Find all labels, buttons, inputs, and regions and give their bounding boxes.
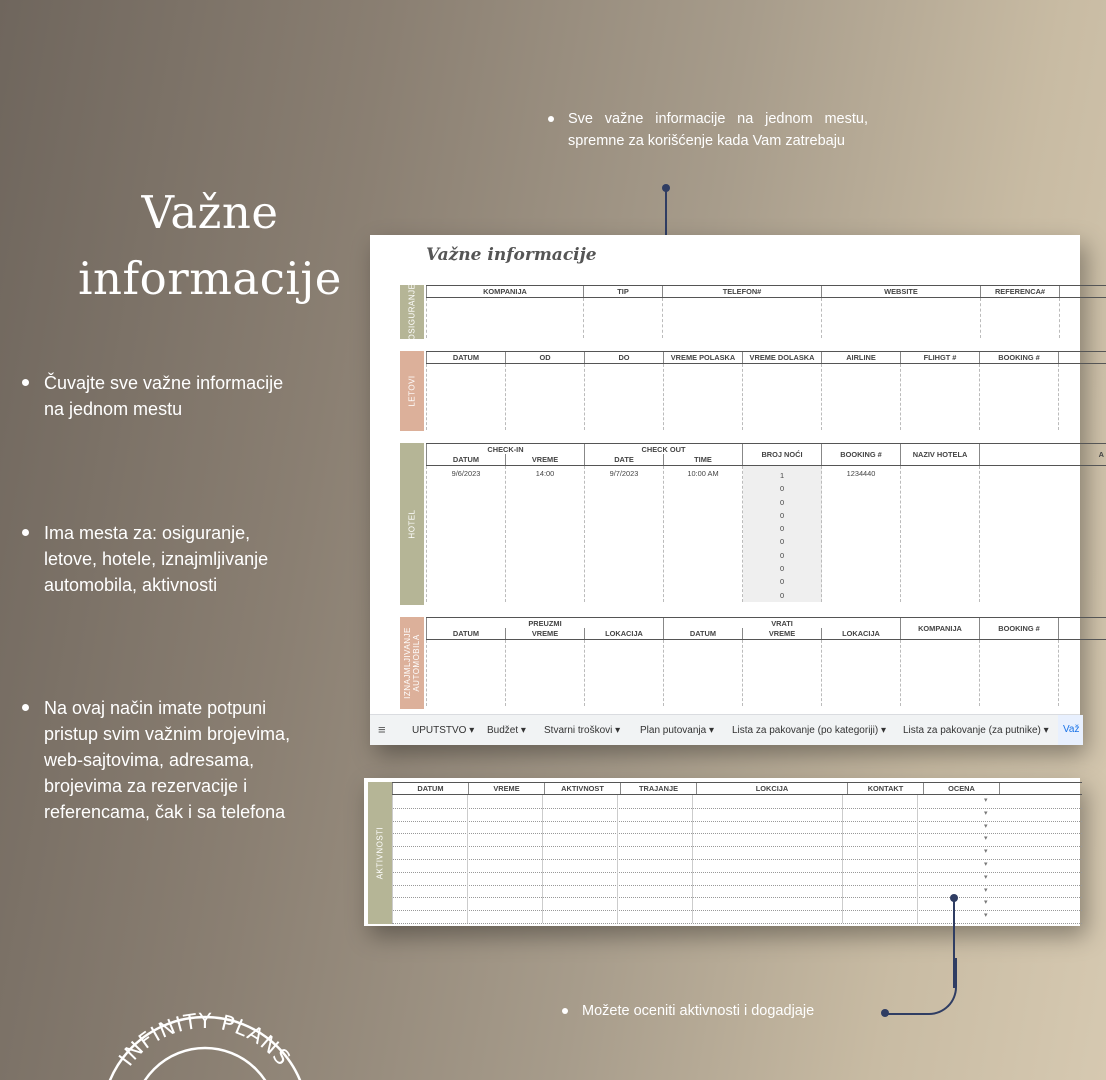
logo-text: INFINITY PLANS bbox=[114, 1010, 296, 1071]
activity-cell[interactable] bbox=[692, 795, 843, 808]
booking-cell[interactable]: 1234440 bbox=[822, 466, 901, 602]
tab-plan-putovanja[interactable]: Plan putovanja ▾ bbox=[640, 725, 714, 736]
activity-cell[interactable] bbox=[542, 808, 618, 821]
activity-cell[interactable] bbox=[692, 910, 843, 923]
activity-cell[interactable] bbox=[842, 833, 918, 846]
activity-cell[interactable] bbox=[842, 859, 918, 872]
connector-line-bottom-curve bbox=[885, 958, 957, 1015]
nights-cell[interactable]: 1 0 0 0 0 0 0 0 0 0 bbox=[743, 466, 822, 602]
activity-cell[interactable] bbox=[842, 885, 918, 898]
section-label-aktivnosti: AKTIVNOSTI bbox=[368, 782, 392, 924]
activity-cell[interactable] bbox=[392, 821, 468, 834]
activity-cell[interactable] bbox=[917, 833, 993, 846]
col-header: FLIHGT # bbox=[901, 352, 980, 364]
col-header: DATUM bbox=[427, 454, 506, 466]
col-header: VREME bbox=[469, 783, 545, 795]
col-header: DATUM bbox=[664, 628, 743, 640]
rating-dropdown-icon[interactable]: ▾ bbox=[984, 797, 988, 804]
connector-dot-icon bbox=[950, 894, 958, 902]
tab-stvarni-troskovi[interactable]: Stvarni troškovi ▾ bbox=[544, 725, 621, 736]
activity-cell[interactable] bbox=[842, 808, 918, 821]
col-header: VREME bbox=[506, 628, 585, 640]
col-header: KOMPANIJA bbox=[427, 286, 584, 298]
activity-cell[interactable] bbox=[467, 872, 543, 885]
activity-row[interactable] bbox=[392, 910, 1082, 924]
checkout-date-cell[interactable]: 9/7/2023 bbox=[585, 466, 664, 602]
checkout-time-cell[interactable]: 10:00 AM bbox=[664, 466, 743, 602]
activity-cell[interactable] bbox=[392, 885, 468, 898]
aktivnosti-rows[interactable] bbox=[392, 795, 1082, 925]
activity-cell[interactable] bbox=[617, 859, 693, 872]
col-header: TIP bbox=[584, 286, 663, 298]
col-header: VREME bbox=[506, 454, 585, 466]
section-label-letovi: LETOVI bbox=[400, 351, 424, 431]
col-header: DATUM bbox=[393, 783, 469, 795]
activity-cell[interactable] bbox=[617, 910, 693, 923]
tab-lista-za-putnike[interactable]: Lista za pakovanje (za putnike) ▾ bbox=[903, 725, 1049, 736]
activity-cell[interactable] bbox=[392, 833, 468, 846]
aktivnosti-table bbox=[392, 782, 1082, 795]
bullet-dot-icon bbox=[22, 529, 29, 536]
activity-cell[interactable] bbox=[842, 897, 918, 910]
activity-cell[interactable] bbox=[542, 846, 618, 859]
sheet-tab-bar bbox=[370, 714, 1080, 745]
activity-cell[interactable] bbox=[392, 897, 468, 910]
activity-cell[interactable] bbox=[917, 859, 993, 872]
col-header: TIME bbox=[664, 454, 743, 466]
letovi-table bbox=[426, 351, 1106, 430]
col-header: DATUM bbox=[427, 352, 506, 364]
svg-text:INFINITY PLANS bbox=[114, 1010, 295, 1070]
rating-dropdown-icon[interactable]: ▾ bbox=[984, 912, 988, 920]
group-header-checkin: CHECK-IN bbox=[427, 444, 585, 455]
section-label-hotel: HOTEL bbox=[400, 443, 424, 605]
activity-cell[interactable] bbox=[392, 859, 468, 872]
bullet-dot-icon bbox=[22, 704, 29, 711]
group-header-preuzmi: PREUZMI bbox=[427, 618, 664, 629]
rating-dropdown-icon[interactable]: ▾ bbox=[984, 809, 988, 817]
connector-dot-icon bbox=[881, 1009, 889, 1017]
tab-budzet[interactable]: Budžet ▾ bbox=[487, 725, 526, 736]
activity-cell[interactable] bbox=[617, 808, 693, 821]
bullet-1 bbox=[22, 370, 292, 422]
rating-dropdown-icon[interactable]: ▾ bbox=[984, 873, 988, 881]
activity-cell[interactable] bbox=[392, 808, 468, 821]
group-header-vrati: VRATI bbox=[664, 618, 901, 629]
activity-cell[interactable] bbox=[542, 885, 618, 898]
col-header: TRAJANJE bbox=[621, 783, 697, 795]
activity-row[interactable] bbox=[392, 885, 1082, 899]
bullet-dot-icon bbox=[22, 379, 29, 386]
sheet-title: Važne informacije bbox=[426, 245, 597, 265]
checkin-date-cell[interactable]: 9/6/2023 bbox=[427, 466, 506, 602]
activity-row[interactable] bbox=[392, 808, 1082, 822]
activity-cell[interactable] bbox=[467, 910, 543, 923]
col-header: OCENA bbox=[924, 783, 1000, 795]
col-header: TELEFON# bbox=[663, 286, 822, 298]
col-header: NAZIV HOTELA bbox=[901, 444, 980, 466]
callout-dot-icon bbox=[548, 116, 554, 122]
activity-cell[interactable] bbox=[542, 833, 618, 846]
page-heading bbox=[60, 180, 360, 312]
activity-cell[interactable] bbox=[617, 897, 693, 910]
bullet-3-text: Na ovaj način imate potpuni pristup svim važnim brojevima, web-sajtovima, adresama, brojevima za rezervacije i referencama, čak i sa telefona bbox=[44, 698, 291, 822]
activity-cell[interactable] bbox=[467, 897, 543, 910]
rating-dropdown-icon[interactable]: ▾ bbox=[984, 848, 988, 856]
activity-cell[interactable] bbox=[542, 821, 618, 834]
rating-dropdown-icon[interactable]: ▾ bbox=[984, 822, 988, 830]
activity-cell[interactable] bbox=[917, 808, 993, 821]
activity-row[interactable] bbox=[392, 821, 1082, 835]
rating-dropdown-icon[interactable]: ▾ bbox=[984, 835, 988, 843]
col-header: AIRLINE bbox=[822, 352, 901, 364]
activity-cell[interactable] bbox=[692, 872, 843, 885]
activity-cell[interactable] bbox=[917, 846, 993, 859]
activity-cell[interactable] bbox=[467, 795, 543, 808]
group-header-checkout: CHECK OUT bbox=[585, 444, 743, 455]
activity-cell[interactable] bbox=[392, 795, 468, 808]
activity-cell[interactable] bbox=[617, 821, 693, 834]
activity-cell[interactable] bbox=[917, 795, 993, 808]
activity-row[interactable] bbox=[392, 872, 1082, 886]
osiguranje-table bbox=[426, 285, 1106, 338]
section-hotel bbox=[400, 443, 1104, 605]
activity-row[interactable] bbox=[392, 859, 1082, 873]
activity-cell[interactable] bbox=[692, 808, 843, 821]
activity-cell[interactable] bbox=[917, 872, 993, 885]
logo-infinity-plans bbox=[95, 1010, 315, 1080]
callout-bottom-text: Možete oceniti aktivnosti i dogadjaje bbox=[582, 1003, 815, 1019]
callout-top-text: Sve važne informacije na jednom mestu, spremne za korišćenje kada Vam zatrebaju bbox=[568, 111, 868, 149]
col-header: KONTAKT bbox=[848, 783, 924, 795]
col-header: AKTIVNOST bbox=[545, 783, 621, 795]
activity-cell[interactable] bbox=[617, 846, 693, 859]
activity-cell[interactable] bbox=[692, 833, 843, 846]
tab-lista-po-kategoriji[interactable]: Lista za pakovanje (po kategoriji) ▾ bbox=[732, 725, 887, 736]
col-header: LOKACIJA bbox=[585, 628, 664, 640]
col-header: BOOKING # bbox=[980, 618, 1059, 640]
col-header: LOKCIJA bbox=[697, 783, 848, 795]
activity-cell[interactable] bbox=[392, 910, 468, 923]
checkin-time-cell[interactable]: 14:00 bbox=[506, 466, 585, 602]
activity-cell[interactable] bbox=[842, 821, 918, 834]
section-letovi bbox=[400, 351, 1090, 431]
activity-cell[interactable] bbox=[467, 859, 543, 872]
activity-cell[interactable] bbox=[542, 872, 618, 885]
col-header: DATUM bbox=[427, 628, 506, 640]
activity-cell[interactable] bbox=[392, 846, 468, 859]
activity-cell[interactable] bbox=[692, 821, 843, 834]
col-header: DO bbox=[585, 352, 664, 364]
connector-dot-icon bbox=[662, 184, 670, 192]
hotel-table bbox=[426, 443, 1106, 602]
col-header: REFERENCA# bbox=[981, 286, 1060, 298]
activity-cell[interactable] bbox=[692, 885, 843, 898]
activity-cell[interactable] bbox=[467, 846, 543, 859]
callout-bottom bbox=[562, 1000, 882, 1022]
col-header: OD bbox=[506, 352, 585, 364]
bullet-2-text: Ima mesta za: osiguranje, letove, hotele, iznajmljivanje automobila, aktivnosti bbox=[44, 523, 269, 595]
tab-vazne-informacije[interactable]: Važ bbox=[1058, 715, 1083, 745]
activity-cell[interactable] bbox=[467, 833, 543, 846]
col-header: A bbox=[980, 444, 1106, 466]
activity-cell[interactable] bbox=[842, 846, 918, 859]
heading-line-2: informacije bbox=[78, 252, 342, 305]
bullet-3 bbox=[22, 695, 292, 825]
section-auto bbox=[400, 617, 1090, 709]
activity-row[interactable] bbox=[392, 897, 1082, 911]
hamburger-icon[interactable]: ≡ bbox=[378, 722, 386, 737]
activity-cell[interactable] bbox=[842, 910, 918, 923]
spreadsheet-aktivnosti bbox=[364, 778, 1080, 926]
rating-dropdown-icon[interactable]: ▾ bbox=[984, 886, 988, 894]
activity-cell[interactable] bbox=[617, 795, 693, 808]
activity-row[interactable] bbox=[392, 795, 1082, 809]
spreadsheet-main bbox=[370, 235, 1104, 745]
activity-cell[interactable] bbox=[692, 846, 843, 859]
col-header: LOKACIJA bbox=[822, 628, 901, 640]
activity-row[interactable] bbox=[392, 833, 1082, 847]
activity-cell[interactable] bbox=[467, 808, 543, 821]
col-header: VREME POLASKA bbox=[664, 352, 743, 364]
col-header: BOOKING # bbox=[822, 444, 901, 466]
section-osiguranje bbox=[400, 285, 1090, 339]
activity-cell[interactable] bbox=[542, 910, 618, 923]
activity-cell[interactable] bbox=[542, 897, 618, 910]
col-header: KOMPANIJA bbox=[901, 618, 980, 640]
callout-dot-icon bbox=[562, 1008, 568, 1014]
activity-cell[interactable] bbox=[842, 872, 918, 885]
col-header: WEBSITE bbox=[822, 286, 981, 298]
activity-cell[interactable] bbox=[617, 833, 693, 846]
col-header: VREME bbox=[743, 628, 822, 640]
section-label-auto: IZNAJMLJIVANJE AUTOMOBILA bbox=[400, 617, 424, 709]
activity-cell[interactable] bbox=[617, 885, 693, 898]
activity-cell[interactable] bbox=[617, 872, 693, 885]
rating-dropdown-icon[interactable]: ▾ bbox=[984, 861, 988, 868]
activity-cell[interactable] bbox=[692, 859, 843, 872]
col-header: VREME DOLASKA bbox=[743, 352, 822, 364]
col-header: DATE bbox=[585, 454, 664, 466]
auto-table bbox=[426, 617, 1106, 706]
activity-cell[interactable] bbox=[842, 795, 918, 808]
col-header: BROJ NOĆI bbox=[743, 444, 822, 466]
activity-cell[interactable] bbox=[542, 795, 618, 808]
heading-line-1: Važne bbox=[141, 186, 279, 239]
activity-cell[interactable] bbox=[392, 872, 468, 885]
activity-cell[interactable] bbox=[692, 897, 843, 910]
tab-uputstvo[interactable]: UPUTSTVO ▾ bbox=[412, 725, 475, 736]
callout-top bbox=[548, 108, 868, 152]
activity-cell[interactable] bbox=[917, 910, 993, 923]
activity-cell[interactable] bbox=[467, 821, 543, 834]
activity-row[interactable] bbox=[392, 846, 1082, 860]
rating-dropdown-icon[interactable]: ▾ bbox=[984, 899, 988, 907]
section-label-osiguranje: OSIGURANJE bbox=[400, 285, 424, 339]
activity-cell[interactable] bbox=[542, 859, 618, 872]
bullet-1-text: Čuvajte sve važne informacije na jednom mestu bbox=[44, 373, 284, 419]
activity-cell[interactable] bbox=[467, 885, 543, 898]
bullet-2 bbox=[22, 520, 292, 598]
col-header: BOOKING # bbox=[980, 352, 1059, 364]
activity-cell[interactable] bbox=[917, 821, 993, 834]
